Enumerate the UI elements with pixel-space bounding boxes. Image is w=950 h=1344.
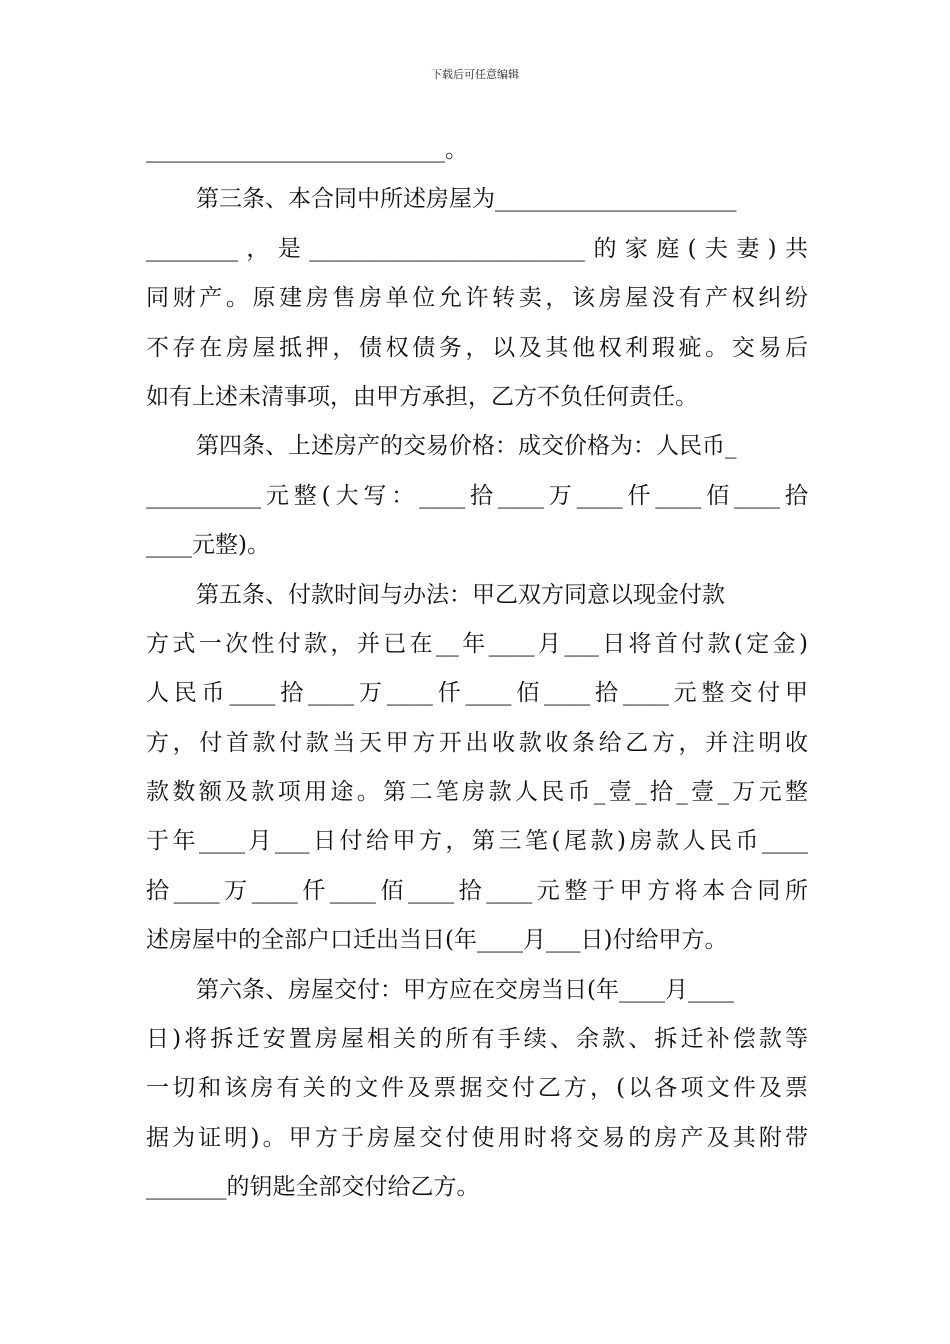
text-line: __________元整(大写：____拾____万____仟____佰____拾 [146,482,808,509]
text-line: 同财产。原建房售房单位允许转卖，该房屋没有产权纠纷 [146,285,808,312]
article-3-heading-line: 第三条、本合同中所述房屋为_____________________ [196,186,737,213]
text-line: ____元整)。 [146,532,270,559]
text-line: 拾____万____仟____佰____拾____元整于甲方将本合同所 [146,877,808,904]
article-6-heading-line: 第六条、房屋交付：甲方应在交房当日(年____月____ [196,976,734,1003]
text-line: __________________________。 [146,137,468,163]
text-line: 款数额及款项用途。第二笔房款人民币_壹_拾_壹_万元整 [146,779,808,806]
text-line: 于年____月___日付给甲方，第三笔(尾款)房款人民币____ [146,828,808,855]
text-line: 方，付首款付款当天甲方开出收款收条给乙方，并注明收 [146,729,808,756]
text-line: 一切和该房有关的文件及票据交付乙方，(以各项文件及票 [146,1075,808,1102]
article-4-heading-line: 第四条、上述房产的交易价格：成交价格为：人民币_ [196,433,737,460]
text-line: 日)将拆迁安置房屋相关的所有手续、余款、拆迁补偿款等 [146,1026,808,1053]
text-line: ________，是________________________的家庭(夫妻)共 [146,235,808,262]
text-line: 述房屋中的全部户口迁出当日(年____月___日)付给甲方。 [146,927,728,954]
text-line: 不存在房屋抵押，债权债务，以及其他权利瑕疵。交易后 [146,334,808,361]
page-header: 下载后可任意编辑 [431,68,519,81]
article-5-heading-line: 第五条、付款时间与办法：甲乙双方同意以现金付款 [196,581,725,608]
text-line: _______的钥匙全部交付给乙方。 [146,1174,480,1201]
text-line: 如有上述未清事项，由甲方承担，乙方不负任何责任。 [146,383,698,410]
text-line: 方式一次性付款，并已在__年____月___日将首付款(定金) [146,630,808,657]
text-line: 据为证明)。甲方于房屋交付使用时将交易的房产及其附带 [146,1124,808,1151]
text-line: 人民币____拾____万____仟____佰____拾____元整交付甲 [146,680,808,707]
contract-body [146,126,808,1213]
